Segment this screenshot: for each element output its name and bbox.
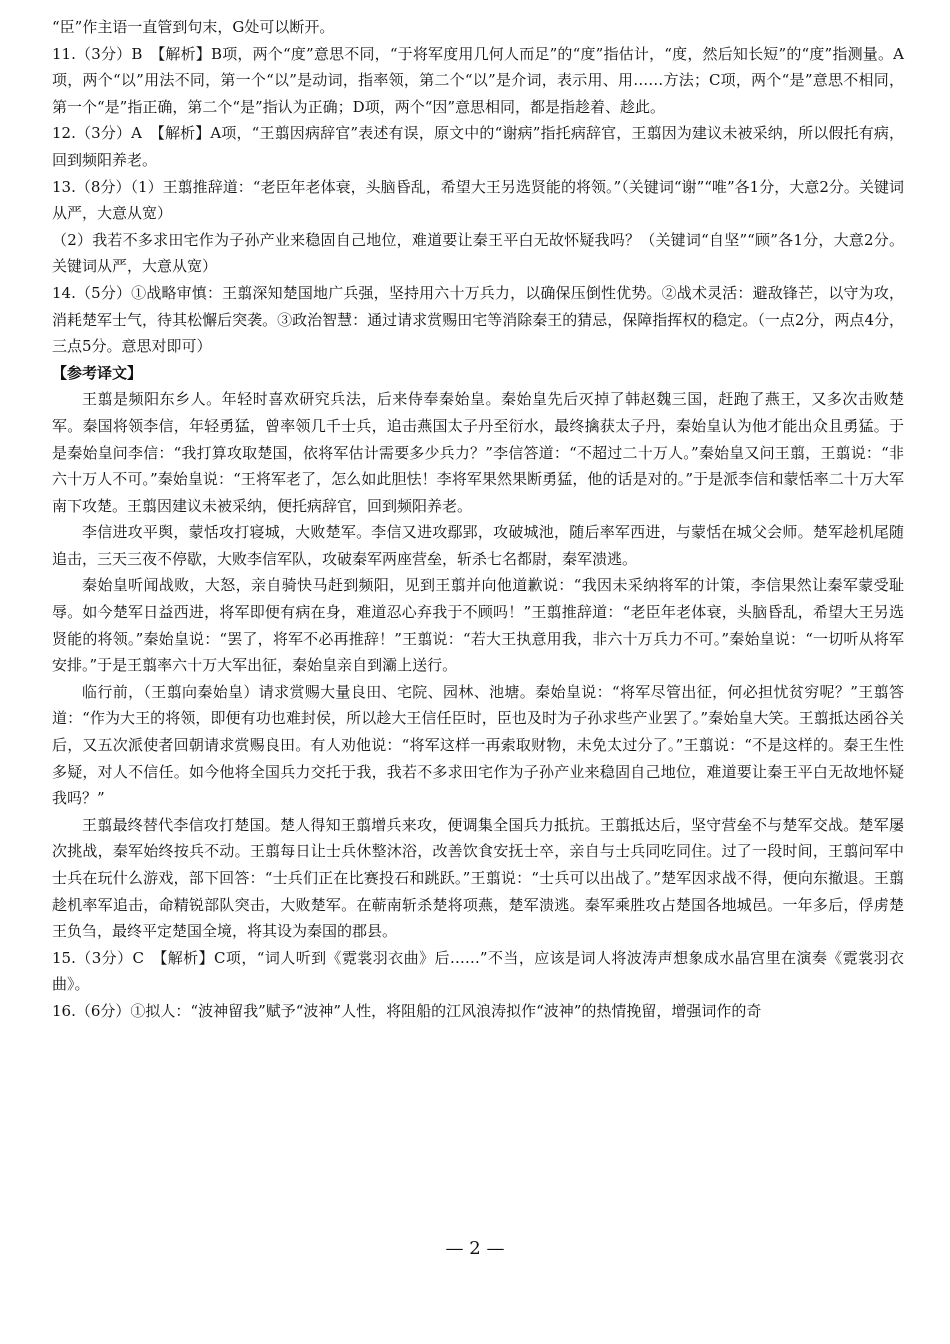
translation-paragraph: 李信进攻平舆，蒙恬攻打寝城，大败楚军。李信又进攻鄢郢，攻破城池，随后率军西进，与蒙恬在城父会师。楚军趁机尾随追击，三天三夜不停歇，大败李信军队，攻破秦军两座营垒，斩杀七名都尉，秦军溃逃。 [52, 523, 904, 568]
answer-12: 12.（3分）A 【解析】A项，“王翦因病辞官”表述有误，原文中的“谢病”指托病辞官，王翦因为建议未被采纳，所以假托有病，回到频阳养老。 [52, 124, 904, 169]
translation-heading: 【参考译文】 [52, 363, 143, 382]
answer-15: 15.（3分）C 【解析】C项，“词人听到《霓裳羽衣曲》后……”不当，应该是词人将波涛声想象成水晶宫里在演奏《霓裳羽衣曲》。 [52, 948, 904, 994]
answer-11-continuation: “臣”作主语一直管到句末，G处可以断开。 [52, 18, 335, 36]
translation-paragraph: 秦始皇听闻战败，大怒，亲自骑快马赶到频阳，见到王翦并向他道歉说：“我因未采纳将军的计策，李信果然让秦军蒙受耻辱。如今楚军日益西进，将军即便有病在身，难道忍心弃我于不顾吗！”王翦推辞道：“老臣年老体衰，头脑昏乱，希望大王另选贤能的将领。”秦始皇说：“罢了，将军不必再推辞！”王翦说：“若大王执意用我，非六十万兵力不可。”秦始皇说：“一切听从将军安排。”于是王翦率六十万大军出征，秦始皇亲自到灞上送行。 [52, 576, 904, 675]
answer-14: 14.（5分）①战略审慎：王翦深知楚国地广兵强，坚持用六十万兵力，以确保压倒性优势。②战术灵活：避敌锋芒，以守为攻，消耗楚军士气，待其松懈后突袭。③政治智慧：通过请求赏赐田宅等消除秦王的猜忌，保障指挥权的稳定。（一点2分，两点4分，三点5分。意思对即可） [52, 283, 904, 356]
answer-16: 16.（6分）①拟人：“波神留我”赋予“波神”人性，将阻船的江风浪涛拟作“波神”的热情挽留，增强词作的奇 [52, 1001, 762, 1020]
document-page [52, 14, 904, 1025]
answer-13-part-1: 13.（8分）（1）王翦推辞道：“老臣年老体衰，头脑昏乱，希望大王另选贤能的将领。”（关键词“谢”“唯”各1分，大意2分。关键词从严，大意从宽） [52, 177, 904, 223]
translation-paragraph: 临行前，（王翦向秦始皇）请求赏赐大量良田、宅院、园林、池塘。秦始皇说：“将军尽管出征，何必担忧贫穷呢？”王翦答道：“作为大王的将领，即便有功也难封侯，所以趁大王信任臣时，臣也及时为子孙求些产业罢了。”秦始皇大笑。王翦抵达函谷关后，又五次派使者回朝请求赏赐良田。有人劝他说：“将军这样一再索取财物，未免太过分了。”王翦说：“不是这样的。秦王生性多疑，对人不信任。如今他将全国兵力交托于我，我若不多求田宅作为子孙产业来稳固自己地位，难道要让秦王平白无故地怀疑我吗？” [52, 682, 904, 808]
translation-paragraph: 王翦是频阳东乡人。年轻时喜欢研究兵法，后来侍奉秦始皇。秦始皇先后灭掉了韩赵魏三国，赶跑了燕王，又多次击败楚军。秦国将领李信，年轻勇猛，曾率领几千士兵，追击燕国太子丹至衍水，最终擒获太子丹，秦始皇认为他才能出众且勇猛。于是秦始皇问李信：“我打算攻取楚国，依将军估计需要多少兵力？”李信答道：“不超过二十万人。”秦始皇又问王翦，王翦说：“非六十万人不可。”秦始皇说：“王将军老了，怎么如此胆怯！李将军果然果断勇猛，他的话是对的。”于是派李信和蒙恬率二十万大军南下攻楚。王翦因建议未被采纳，便托病辞官，回到频阳养老。 [52, 390, 904, 515]
translation-paragraph: 王翦最终替代李信攻打楚国。楚人得知王翦增兵来攻，便调集全国兵力抵抗。王翦抵达后，坚守营垒不与楚军交战。楚军屡次挑战，秦军始终按兵不动。王翦每日让士兵休整沐浴，改善饮食安抚士卒，亲自与士兵同吃同住。过了一段时间，王翦问军中士兵在玩什么游戏，部下回答：“士兵们正在比赛投石和跳跃。”王翦说：“士兵可以出战了。”楚军因求战不得，便向东撤退。王翦趁机率军追击，命精锐部队突击，大败楚军。在蕲南斩杀楚将项燕，楚军溃逃。秦军乘胜攻占楚国各地城邑。一年多后，俘虏楚王负刍，最终平定楚国全境，将其设为秦国的郡县。 [52, 815, 904, 941]
answer-11: 11.（3分）B 【解析】B项，两个“度”意思不同，“于将军度用几何人而足”的“度”指估计，“度，然后知长短”的“度”指测量。A项，两个“以”用法不同，第一个“以”是动词，指率领，第二个“以”是介词，表示用、用……方法；C项，两个“是”意思不相同，第一个“是”指正确，第二个“是”指认为正确；D项，两个“因”意思相同，都是指趁着、趁此。 [52, 44, 904, 116]
answer-13-part-2: （2）我若不多求田宅作为子孙产业来稳固自己地位，难道要让秦王平白无故怀疑我吗？（关键词“自坚”“顾”各1分，大意2分。关键词从严，大意从宽） [52, 230, 904, 276]
page-number: — 2 — [445, 1238, 505, 1259]
